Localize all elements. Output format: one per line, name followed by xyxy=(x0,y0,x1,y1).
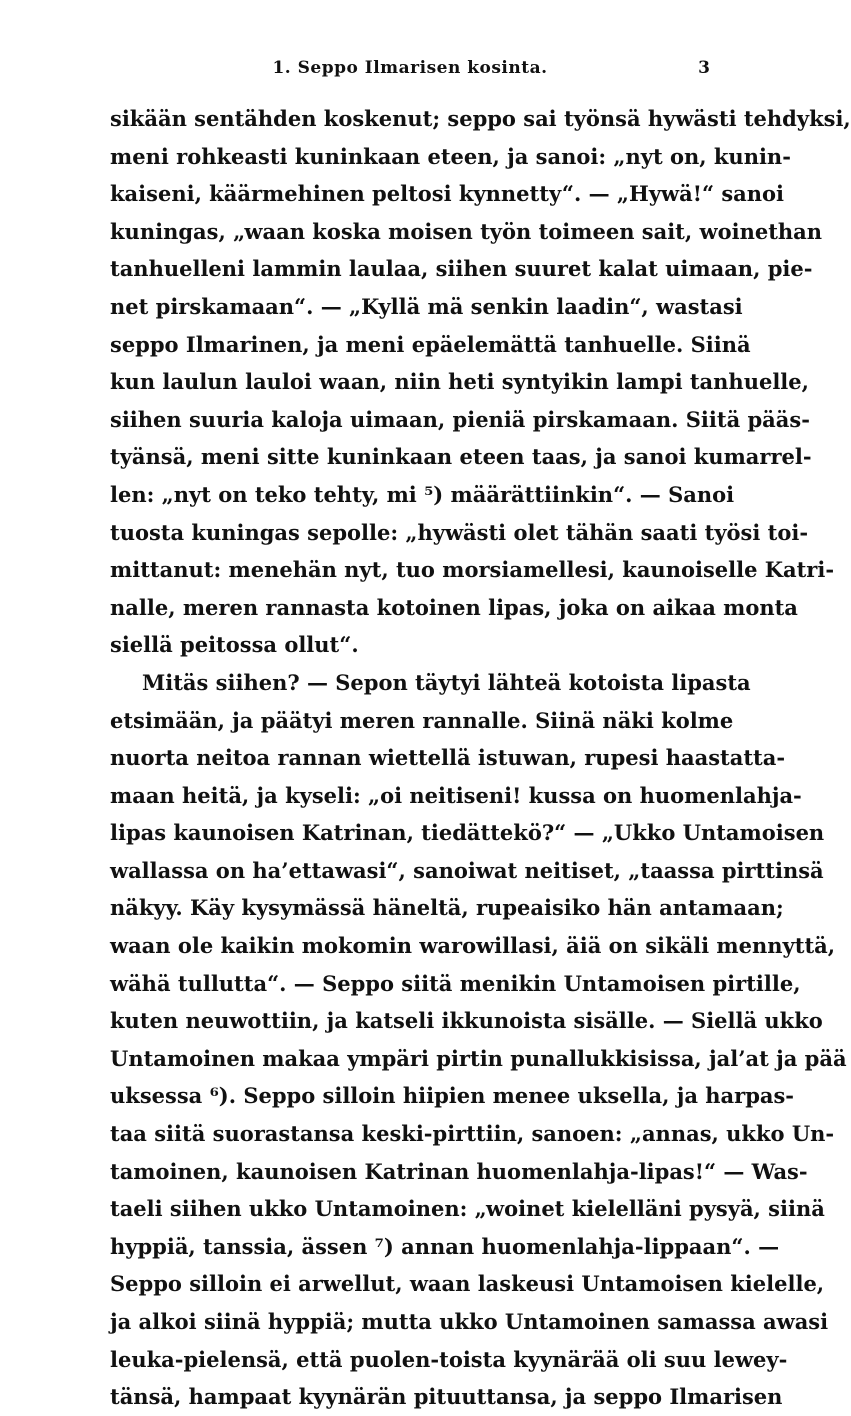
text-line: tänsä, hampaat kyynärän pituuttansa, ja seppo Ilmarisen xyxy=(110,1384,783,1410)
text-line: net pirskamaan“. — „Kyllä mä senkin laadin“, wastasi xyxy=(110,293,743,319)
text-line: nalle, meren rannasta kotoinen lipas, joka on aikaa monta xyxy=(110,594,798,620)
text-line: Seppo silloin ei arwellut, waan laskeusi Untamoisen kielelle, xyxy=(110,1271,825,1297)
body-text xyxy=(110,100,851,1416)
text-line: sikään sentähden koskenut; seppo sai työnsä hywästi tehdyksi, xyxy=(110,106,851,131)
text-line: leuka-pielensä, että puolen-toista kyynärää oli suu lewey- xyxy=(110,1346,788,1372)
text-line: kaiseni, käärmehinen peltosi kynnetty“. — „Hywä!“ sanoi xyxy=(110,181,785,207)
text-line: hyppiä, tanssia, ässen ⁷) annan huomenlahja-lippaan“. — xyxy=(110,1233,780,1259)
text-line: kuningas, „waan koska moisen työn toimeen sait, woinethan xyxy=(110,218,823,244)
text-line: siihen suuria kaloja uimaan, pieniä pirskamaan. Siitä pääs- xyxy=(110,406,810,432)
text-line: tuosta kuningas sepolle: „hywästi olet tähän saati työsi toi- xyxy=(110,519,809,545)
text-line: Untamoinen makaa ympäri pirtin punallukkisissa, jal’at ja pää xyxy=(110,1045,847,1071)
page-number: 3 xyxy=(698,58,710,78)
text-line: siellä peitossa ollut“. xyxy=(110,632,359,658)
text-line: len: „nyt on teko tehty, mi ⁵) määrättiinkin“. — Sanoi xyxy=(110,481,735,507)
text-line: wähä tullutta“. — Seppo siitä menikin Untamoisen pirtille, xyxy=(110,970,801,996)
text-line: kun laulun lauloi waan, niin heti syntyikin lampi tanhuelle, xyxy=(110,369,809,395)
text-line: näkyy. Käy kysymässä häneltä, rupeaisiko hän antamaan; xyxy=(110,895,784,921)
text-line: nuorta neitoa rannan wiettellä istuwan, rupesi haastatta- xyxy=(110,745,786,771)
text-line: mittanut: menehän nyt, tuo morsiamellesi, kaunoiselle Katri- xyxy=(110,557,835,583)
text-line: kuten neuwottiin, ja katseli ikkunoista sisälle. — Siellä ukko xyxy=(110,1008,823,1034)
running-title: 1. Seppo Ilmarisen kosinta. xyxy=(272,58,548,78)
text-line: tyänsä, meni sitte kuninkaan eteen taas, ja sanoi kumarrel- xyxy=(110,444,812,470)
text-line: waan ole kaikin mokomin warowillasi, äiä on sikäli mennyttä, xyxy=(110,933,836,959)
text-line: taeli siihen ukko Untamoinen: „woinet kielelläni pysyä, siinä xyxy=(110,1196,825,1222)
text-line: maan heitä, ja kyseli: „oi neitiseni! kussa on huomenlahja- xyxy=(110,782,802,808)
text-line: etsimään, ja päätyi meren rannalle. Siinä näki kolme xyxy=(110,707,734,733)
text-line: seppo Ilmarinen, ja meni epäelemättä tanhuelle. Siinä xyxy=(110,331,751,357)
text-line: uksessa ⁶). Seppo silloin hiipien menee uksella, ja harpas- xyxy=(110,1083,795,1109)
text-line: tanhuelleni lammin laulaa, siihen suuret kalat uimaan, pie- xyxy=(110,256,813,282)
text-line: Mitäs siihen? — Sepon täytyi lähteä kotoista lipasta xyxy=(142,669,751,695)
text-line: wallassa on ha’ettawasi“, sanoiwat neitiset, „taassa pirttinsä xyxy=(110,857,824,883)
text-line: meni rohkeasti kuninkaan eteen, ja sanoi: „nyt on, kunin- xyxy=(110,143,791,169)
text-line: ja alkoi siinä hyppiä; mutta ukko Untamoinen samassa awasi xyxy=(110,1309,829,1334)
text-line: tamoinen, kaunoisen Katrinan huomenlahja-lipas!“ — Was- xyxy=(110,1158,808,1184)
text-line: lipas kaunoisen Katrinan, tiedättekö?“ — „Ukko Untamoisen xyxy=(110,820,825,846)
running-header xyxy=(110,58,710,84)
text-line: taa siitä suorastansa keski-pirttiin, sanoen: „annas, ukko Un- xyxy=(110,1121,835,1147)
